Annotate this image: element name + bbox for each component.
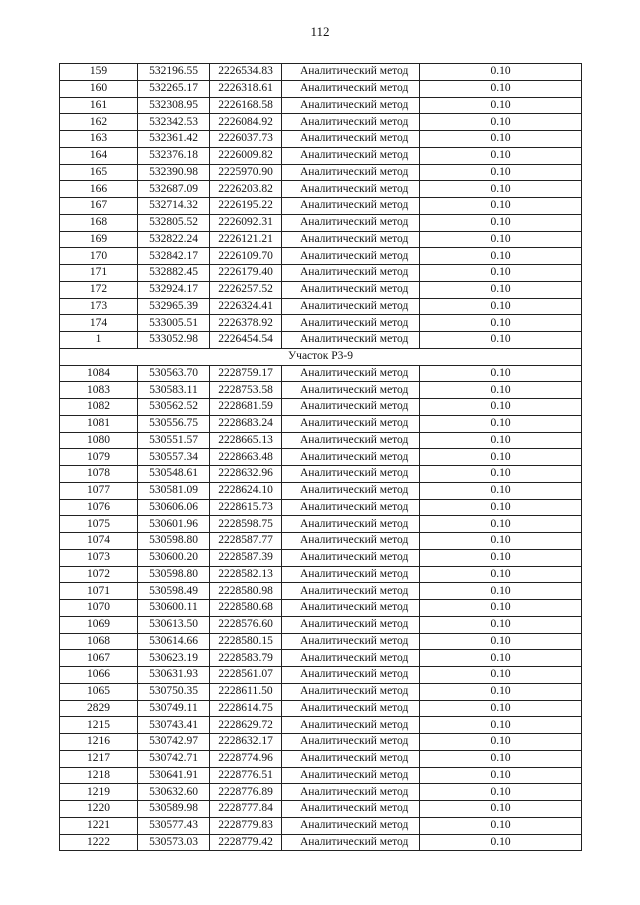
method-cell: Аналитический метод xyxy=(282,683,420,700)
table-row xyxy=(60,181,582,198)
method-cell: Аналитический метод xyxy=(282,533,420,550)
method-cell: Аналитический метод xyxy=(282,231,420,248)
x-coordinate-cell: 532390.98 xyxy=(138,164,210,181)
y-coordinate-cell: 2228779.83 xyxy=(210,817,282,834)
x-coordinate-cell: 532822.24 xyxy=(138,231,210,248)
accuracy-cell: 0.10 xyxy=(420,650,582,667)
x-coordinate-cell: 530598.80 xyxy=(138,566,210,583)
accuracy-cell: 0.10 xyxy=(420,332,582,349)
method-cell: Аналитический метод xyxy=(282,600,420,617)
x-coordinate-cell: 530583.11 xyxy=(138,382,210,399)
accuracy-cell: 0.10 xyxy=(420,566,582,583)
x-coordinate-cell: 530623.19 xyxy=(138,650,210,667)
y-coordinate-cell: 2228776.51 xyxy=(210,767,282,784)
y-coordinate-cell: 2226084.92 xyxy=(210,114,282,131)
accuracy-cell: 0.10 xyxy=(420,717,582,734)
section-row xyxy=(60,348,582,365)
method-cell: Аналитический метод xyxy=(282,834,420,851)
accuracy-cell: 0.10 xyxy=(420,248,582,265)
accuracy-cell: 0.10 xyxy=(420,365,582,382)
accuracy-cell: 0.10 xyxy=(420,432,582,449)
accuracy-cell: 0.10 xyxy=(420,516,582,533)
table-row xyxy=(60,449,582,466)
accuracy-cell: 0.10 xyxy=(420,265,582,282)
point-number-cell: 2829 xyxy=(60,700,138,717)
y-coordinate-cell: 2228614.75 xyxy=(210,700,282,717)
method-cell: Аналитический метод xyxy=(282,801,420,818)
y-coordinate-cell: 2228665.13 xyxy=(210,432,282,449)
y-coordinate-cell: 2228576.60 xyxy=(210,616,282,633)
method-cell: Аналитический метод xyxy=(282,97,420,114)
x-coordinate-cell: 530563.70 xyxy=(138,365,210,382)
point-number-cell: 1216 xyxy=(60,734,138,751)
x-coordinate-cell: 532265.17 xyxy=(138,80,210,97)
point-number-cell: 1073 xyxy=(60,549,138,566)
y-coordinate-cell: 2228580.68 xyxy=(210,600,282,617)
table-row xyxy=(60,382,582,399)
method-cell: Аналитический метод xyxy=(282,147,420,164)
table-row xyxy=(60,683,582,700)
point-number-cell: 1077 xyxy=(60,482,138,499)
method-cell: Аналитический метод xyxy=(282,549,420,566)
y-coordinate-cell: 2228776.89 xyxy=(210,784,282,801)
accuracy-cell: 0.10 xyxy=(420,147,582,164)
table-row xyxy=(60,466,582,483)
y-coordinate-cell: 2226092.31 xyxy=(210,214,282,231)
accuracy-cell: 0.10 xyxy=(420,298,582,315)
accuracy-cell: 0.10 xyxy=(420,114,582,131)
method-cell: Аналитический метод xyxy=(282,750,420,767)
accuracy-cell: 0.10 xyxy=(420,734,582,751)
table-row xyxy=(60,231,582,248)
x-coordinate-cell: 530750.35 xyxy=(138,683,210,700)
x-coordinate-cell: 530749.11 xyxy=(138,700,210,717)
x-coordinate-cell: 530556.75 xyxy=(138,415,210,432)
table-row xyxy=(60,650,582,667)
point-number-cell: 1079 xyxy=(60,449,138,466)
point-number-cell: 174 xyxy=(60,315,138,332)
method-cell: Аналитический метод xyxy=(282,583,420,600)
table-row xyxy=(60,767,582,784)
y-coordinate-cell: 2228580.98 xyxy=(210,583,282,600)
point-number-cell: 1083 xyxy=(60,382,138,399)
point-number-cell: 1074 xyxy=(60,533,138,550)
section-title: Участок Р3-9 xyxy=(60,348,582,365)
accuracy-cell: 0.10 xyxy=(420,415,582,432)
accuracy-cell: 0.10 xyxy=(420,231,582,248)
table-row xyxy=(60,717,582,734)
page-number: 112 xyxy=(310,24,330,39)
accuracy-cell: 0.10 xyxy=(420,633,582,650)
y-coordinate-cell: 2228632.17 xyxy=(210,734,282,751)
accuracy-cell: 0.10 xyxy=(420,131,582,148)
x-coordinate-cell: 532924.17 xyxy=(138,281,210,298)
point-number-cell: 163 xyxy=(60,131,138,148)
table-row xyxy=(60,750,582,767)
y-coordinate-cell: 2226318.61 xyxy=(210,80,282,97)
table-row xyxy=(60,399,582,416)
table-row xyxy=(60,616,582,633)
point-number-cell: 162 xyxy=(60,114,138,131)
point-number-cell: 1219 xyxy=(60,784,138,801)
x-coordinate-cell: 530557.34 xyxy=(138,449,210,466)
point-number-cell: 1218 xyxy=(60,767,138,784)
point-number-cell: 172 xyxy=(60,281,138,298)
point-number-cell: 1222 xyxy=(60,834,138,851)
method-cell: Аналитический метод xyxy=(282,248,420,265)
point-number-cell: 1068 xyxy=(60,633,138,650)
accuracy-cell: 0.10 xyxy=(420,583,582,600)
method-cell: Аналитический метод xyxy=(282,566,420,583)
method-cell: Аналитический метод xyxy=(282,432,420,449)
table-row xyxy=(60,80,582,97)
method-cell: Аналитический метод xyxy=(282,131,420,148)
method-cell: Аналитический метод xyxy=(282,817,420,834)
accuracy-cell: 0.10 xyxy=(420,767,582,784)
y-coordinate-cell: 2226454.54 xyxy=(210,332,282,349)
method-cell: Аналитический метод xyxy=(282,265,420,282)
y-coordinate-cell: 2228681.59 xyxy=(210,399,282,416)
point-number-cell: 160 xyxy=(60,80,138,97)
accuracy-cell: 0.10 xyxy=(420,600,582,617)
x-coordinate-cell: 532842.17 xyxy=(138,248,210,265)
y-coordinate-cell: 2226195.22 xyxy=(210,198,282,215)
table-row xyxy=(60,365,582,382)
table-row xyxy=(60,566,582,583)
x-coordinate-cell: 532805.52 xyxy=(138,214,210,231)
y-coordinate-cell: 2226257.52 xyxy=(210,281,282,298)
point-number-cell: 161 xyxy=(60,97,138,114)
method-cell: Аналитический метод xyxy=(282,516,420,533)
x-coordinate-cell: 530613.50 xyxy=(138,616,210,633)
y-coordinate-cell: 2228683.24 xyxy=(210,415,282,432)
point-number-cell: 1076 xyxy=(60,499,138,516)
method-cell: Аналитический метод xyxy=(282,80,420,97)
point-number-cell: 1067 xyxy=(60,650,138,667)
y-coordinate-cell: 2225970.90 xyxy=(210,164,282,181)
table-row xyxy=(60,332,582,349)
x-coordinate-cell: 530548.61 xyxy=(138,466,210,483)
point-number-cell: 166 xyxy=(60,181,138,198)
x-coordinate-cell: 532714.32 xyxy=(138,198,210,215)
y-coordinate-cell: 2226109.70 xyxy=(210,248,282,265)
x-coordinate-cell: 532882.45 xyxy=(138,265,210,282)
table-row xyxy=(60,298,582,315)
accuracy-cell: 0.10 xyxy=(420,817,582,834)
point-number-cell: 173 xyxy=(60,298,138,315)
x-coordinate-cell: 530614.66 xyxy=(138,633,210,650)
table-row xyxy=(60,432,582,449)
method-cell: Аналитический метод xyxy=(282,499,420,516)
point-number-cell: 1221 xyxy=(60,817,138,834)
table-row xyxy=(60,801,582,818)
accuracy-cell: 0.10 xyxy=(420,97,582,114)
point-number-cell: 1080 xyxy=(60,432,138,449)
accuracy-cell: 0.10 xyxy=(420,80,582,97)
method-cell: Аналитический метод xyxy=(282,633,420,650)
x-coordinate-cell: 530598.80 xyxy=(138,533,210,550)
x-coordinate-cell: 530551.57 xyxy=(138,432,210,449)
accuracy-cell: 0.10 xyxy=(420,683,582,700)
method-cell: Аналитический метод xyxy=(282,198,420,215)
accuracy-cell: 0.10 xyxy=(420,214,582,231)
y-coordinate-cell: 2228777.84 xyxy=(210,801,282,818)
method-cell: Аналитический метод xyxy=(282,482,420,499)
table-row xyxy=(60,784,582,801)
accuracy-cell: 0.10 xyxy=(420,281,582,298)
table-row xyxy=(60,198,582,215)
x-coordinate-cell: 530562.52 xyxy=(138,399,210,416)
table-row xyxy=(60,499,582,516)
accuracy-cell: 0.10 xyxy=(420,667,582,684)
point-number-cell: 1215 xyxy=(60,717,138,734)
table-row xyxy=(60,131,582,148)
method-cell: Аналитический метод xyxy=(282,767,420,784)
x-coordinate-cell: 530581.09 xyxy=(138,482,210,499)
y-coordinate-cell: 2228561.07 xyxy=(210,667,282,684)
table-row xyxy=(60,516,582,533)
table-row xyxy=(60,700,582,717)
y-coordinate-cell: 2228580.15 xyxy=(210,633,282,650)
method-cell: Аналитический метод xyxy=(282,365,420,382)
point-number-cell: 1066 xyxy=(60,667,138,684)
x-coordinate-cell: 532687.09 xyxy=(138,181,210,198)
point-number-cell: 1070 xyxy=(60,600,138,617)
method-cell: Аналитический метод xyxy=(282,466,420,483)
y-coordinate-cell: 2226179.40 xyxy=(210,265,282,282)
accuracy-cell: 0.10 xyxy=(420,466,582,483)
y-coordinate-cell: 2228587.77 xyxy=(210,533,282,550)
x-coordinate-cell: 530600.20 xyxy=(138,549,210,566)
accuracy-cell: 0.10 xyxy=(420,801,582,818)
table-row xyxy=(60,549,582,566)
y-coordinate-cell: 2228774.96 xyxy=(210,750,282,767)
y-coordinate-cell: 2228629.72 xyxy=(210,717,282,734)
y-coordinate-cell: 2228624.10 xyxy=(210,482,282,499)
accuracy-cell: 0.10 xyxy=(420,784,582,801)
point-number-cell: 1 xyxy=(60,332,138,349)
method-cell: Аналитический метод xyxy=(282,734,420,751)
method-cell: Аналитический метод xyxy=(282,114,420,131)
method-cell: Аналитический метод xyxy=(282,64,420,81)
x-coordinate-cell: 532196.55 xyxy=(138,64,210,81)
y-coordinate-cell: 2226203.82 xyxy=(210,181,282,198)
table-row xyxy=(60,734,582,751)
table-row xyxy=(60,834,582,851)
table-row xyxy=(60,64,582,81)
x-coordinate-cell: 530589.98 xyxy=(138,801,210,818)
x-coordinate-cell: 530743.41 xyxy=(138,717,210,734)
coordinates-table xyxy=(59,63,582,851)
y-coordinate-cell: 2226534.83 xyxy=(210,64,282,81)
x-coordinate-cell: 530742.97 xyxy=(138,734,210,751)
y-coordinate-cell: 2226378.92 xyxy=(210,315,282,332)
point-number-cell: 169 xyxy=(60,231,138,248)
y-coordinate-cell: 2226037.73 xyxy=(210,131,282,148)
accuracy-cell: 0.10 xyxy=(420,499,582,516)
accuracy-cell: 0.10 xyxy=(420,181,582,198)
accuracy-cell: 0.10 xyxy=(420,198,582,215)
accuracy-cell: 0.10 xyxy=(420,315,582,332)
x-coordinate-cell: 533052.98 xyxy=(138,332,210,349)
method-cell: Аналитический метод xyxy=(282,700,420,717)
y-coordinate-cell: 2228587.39 xyxy=(210,549,282,566)
y-coordinate-cell: 2226324.41 xyxy=(210,298,282,315)
table-row xyxy=(60,482,582,499)
x-coordinate-cell: 530606.06 xyxy=(138,499,210,516)
method-cell: Аналитический метод xyxy=(282,616,420,633)
table-row xyxy=(60,533,582,550)
accuracy-cell: 0.10 xyxy=(420,164,582,181)
accuracy-cell: 0.10 xyxy=(420,700,582,717)
table-row xyxy=(60,415,582,432)
point-number-cell: 1082 xyxy=(60,399,138,416)
accuracy-cell: 0.10 xyxy=(420,834,582,851)
x-coordinate-cell: 532342.53 xyxy=(138,114,210,131)
method-cell: Аналитический метод xyxy=(282,382,420,399)
table-row xyxy=(60,147,582,164)
y-coordinate-cell: 2228598.75 xyxy=(210,516,282,533)
accuracy-cell: 0.10 xyxy=(420,64,582,81)
y-coordinate-cell: 2228753.58 xyxy=(210,382,282,399)
method-cell: Аналитический метод xyxy=(282,449,420,466)
y-coordinate-cell: 2228583.79 xyxy=(210,650,282,667)
point-number-cell: 1071 xyxy=(60,583,138,600)
method-cell: Аналитический метод xyxy=(282,181,420,198)
point-number-cell: 1217 xyxy=(60,750,138,767)
x-coordinate-cell: 532965.39 xyxy=(138,298,210,315)
x-coordinate-cell: 530632.60 xyxy=(138,784,210,801)
table-row xyxy=(60,281,582,298)
method-cell: Аналитический метод xyxy=(282,164,420,181)
accuracy-cell: 0.10 xyxy=(420,616,582,633)
coordinates-table-body xyxy=(60,64,582,851)
y-coordinate-cell: 2226009.82 xyxy=(210,147,282,164)
method-cell: Аналитический метод xyxy=(282,415,420,432)
x-coordinate-cell: 532376.18 xyxy=(138,147,210,164)
point-number-cell: 1081 xyxy=(60,415,138,432)
method-cell: Аналитический метод xyxy=(282,399,420,416)
x-coordinate-cell: 530598.49 xyxy=(138,583,210,600)
point-number-cell: 164 xyxy=(60,147,138,164)
accuracy-cell: 0.10 xyxy=(420,750,582,767)
point-number-cell: 1072 xyxy=(60,566,138,583)
x-coordinate-cell: 530742.71 xyxy=(138,750,210,767)
method-cell: Аналитический метод xyxy=(282,214,420,231)
method-cell: Аналитический метод xyxy=(282,667,420,684)
table-row xyxy=(60,583,582,600)
point-number-cell: 167 xyxy=(60,198,138,215)
table-row xyxy=(60,248,582,265)
method-cell: Аналитический метод xyxy=(282,281,420,298)
table-row xyxy=(60,315,582,332)
x-coordinate-cell: 530631.93 xyxy=(138,667,210,684)
accuracy-cell: 0.10 xyxy=(420,449,582,466)
method-cell: Аналитический метод xyxy=(282,332,420,349)
x-coordinate-cell: 533005.51 xyxy=(138,315,210,332)
accuracy-cell: 0.10 xyxy=(420,399,582,416)
point-number-cell: 1220 xyxy=(60,801,138,818)
table-row xyxy=(60,633,582,650)
y-coordinate-cell: 2228582.13 xyxy=(210,566,282,583)
table-row xyxy=(60,214,582,231)
table-row xyxy=(60,265,582,282)
accuracy-cell: 0.10 xyxy=(420,382,582,399)
y-coordinate-cell: 2228615.73 xyxy=(210,499,282,516)
y-coordinate-cell: 2228759.17 xyxy=(210,365,282,382)
x-coordinate-cell: 530601.96 xyxy=(138,516,210,533)
point-number-cell: 1065 xyxy=(60,683,138,700)
y-coordinate-cell: 2228779.42 xyxy=(210,834,282,851)
method-cell: Аналитический метод xyxy=(282,717,420,734)
method-cell: Аналитический метод xyxy=(282,784,420,801)
point-number-cell: 168 xyxy=(60,214,138,231)
x-coordinate-cell: 532361.42 xyxy=(138,131,210,148)
x-coordinate-cell: 530641.91 xyxy=(138,767,210,784)
accuracy-cell: 0.10 xyxy=(420,482,582,499)
x-coordinate-cell: 530573.03 xyxy=(138,834,210,851)
point-number-cell: 1078 xyxy=(60,466,138,483)
table-row xyxy=(60,817,582,834)
y-coordinate-cell: 2228663.48 xyxy=(210,449,282,466)
table-row xyxy=(60,97,582,114)
point-number-cell: 170 xyxy=(60,248,138,265)
point-number-cell: 171 xyxy=(60,265,138,282)
method-cell: Аналитический метод xyxy=(282,315,420,332)
y-coordinate-cell: 2228611.50 xyxy=(210,683,282,700)
accuracy-cell: 0.10 xyxy=(420,533,582,550)
table-row xyxy=(60,164,582,181)
y-coordinate-cell: 2226121.21 xyxy=(210,231,282,248)
method-cell: Аналитический метод xyxy=(282,298,420,315)
table-row xyxy=(60,600,582,617)
accuracy-cell: 0.10 xyxy=(420,549,582,566)
y-coordinate-cell: 2226168.58 xyxy=(210,97,282,114)
point-number-cell: 1075 xyxy=(60,516,138,533)
x-coordinate-cell: 532308.95 xyxy=(138,97,210,114)
point-number-cell: 1069 xyxy=(60,616,138,633)
point-number-cell: 159 xyxy=(60,64,138,81)
table-row xyxy=(60,667,582,684)
method-cell: Аналитический метод xyxy=(282,650,420,667)
point-number-cell: 165 xyxy=(60,164,138,181)
table-row xyxy=(60,114,582,131)
point-number-cell: 1084 xyxy=(60,365,138,382)
y-coordinate-cell: 2228632.96 xyxy=(210,466,282,483)
x-coordinate-cell: 530600.11 xyxy=(138,600,210,617)
x-coordinate-cell: 530577.43 xyxy=(138,817,210,834)
